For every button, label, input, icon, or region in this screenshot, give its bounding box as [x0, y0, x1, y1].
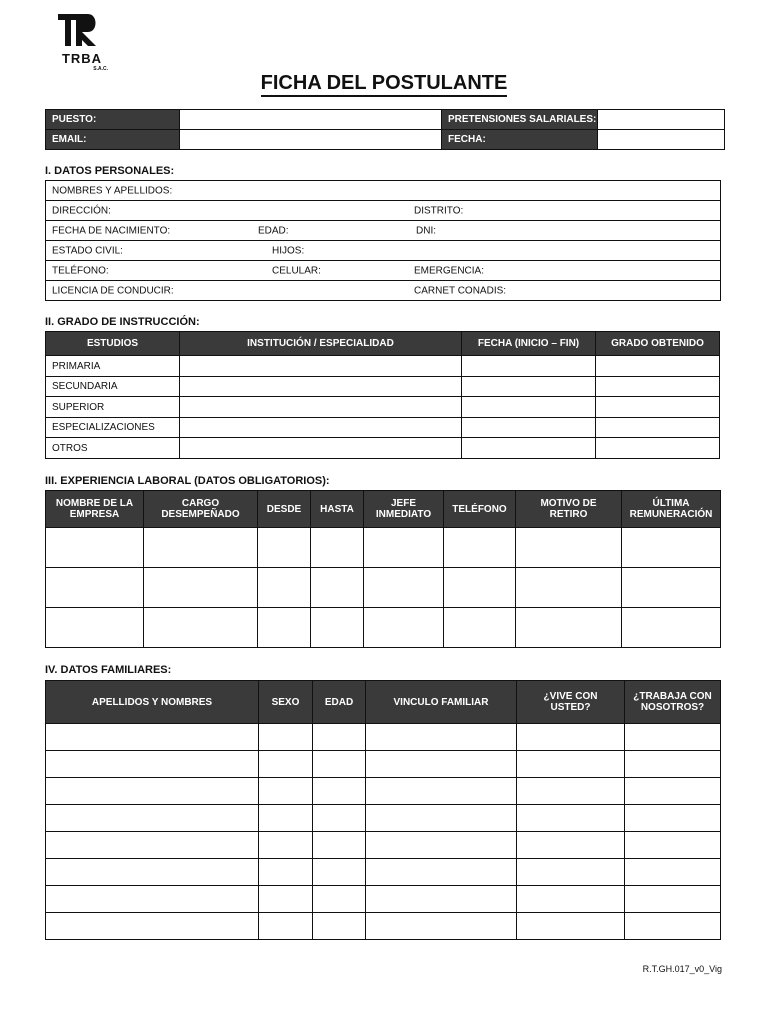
- education-cell[interactable]: [596, 397, 720, 418]
- family-col-vinculo: VINCULO FAMILIAR: [366, 681, 517, 724]
- licencia-row[interactable]: [46, 281, 721, 301]
- family-cell[interactable]: [625, 859, 721, 886]
- education-row-label: OTROS: [46, 438, 180, 459]
- experience-col-telefono: TELÉFONO: [444, 491, 516, 528]
- email-field[interactable]: [180, 130, 442, 150]
- education-cell[interactable]: [180, 397, 462, 418]
- pretensiones-label: PRETENSIONES SALARIALES:: [442, 110, 598, 130]
- family-cell[interactable]: [259, 886, 313, 913]
- family-cell[interactable]: [625, 724, 721, 751]
- experience-cell[interactable]: [46, 608, 144, 648]
- telefono-row[interactable]: [46, 261, 721, 281]
- estado-civil-label: ESTADO CIVIL:: [52, 245, 123, 256]
- family-cell[interactable]: [259, 913, 313, 940]
- family-cell[interactable]: [625, 832, 721, 859]
- experience-cell[interactable]: [144, 608, 258, 648]
- family-row: [46, 751, 721, 778]
- family-cell[interactable]: [313, 751, 366, 778]
- experience-cell[interactable]: [622, 528, 721, 568]
- conadis-label: CARNET CONADIS:: [414, 285, 507, 296]
- logo-subtext: S.A.C.: [93, 66, 108, 72]
- family-cell[interactable]: [366, 724, 517, 751]
- education-cell[interactable]: [462, 377, 596, 397]
- family-col-trabaja: ¿TRABAJA CON NOSOTROS?: [625, 681, 721, 724]
- family-cell[interactable]: [517, 859, 625, 886]
- family-cell[interactable]: [366, 805, 517, 832]
- family-cell[interactable]: [313, 805, 366, 832]
- experience-col-remuneracion: ÚLTIMA REMUNERACIÓN: [622, 491, 721, 528]
- education-table: [45, 331, 720, 459]
- experience-cell[interactable]: [364, 528, 444, 568]
- celular-label: CELULAR:: [272, 265, 321, 276]
- experience-cell[interactable]: [364, 608, 444, 648]
- fecha-field[interactable]: [598, 130, 725, 150]
- family-cell[interactable]: [313, 886, 366, 913]
- experience-cell[interactable]: [444, 608, 516, 648]
- direccion-row[interactable]: [46, 201, 721, 221]
- education-cell[interactable]: [596, 438, 720, 459]
- family-cell[interactable]: [259, 751, 313, 778]
- family-cell[interactable]: [625, 778, 721, 805]
- experience-cell[interactable]: [46, 568, 144, 608]
- family-row: [46, 832, 721, 859]
- fecha-label: FECHA:: [442, 130, 598, 150]
- experience-cell[interactable]: [444, 568, 516, 608]
- family-cell[interactable]: [625, 805, 721, 832]
- section-heading-personal: I. DATOS PERSONALES:: [45, 165, 175, 177]
- email-label: EMAIL:: [46, 130, 180, 150]
- family-cell[interactable]: [366, 859, 517, 886]
- fecha-nacimiento-label: FECHA DE NACIMIENTO:: [52, 225, 171, 236]
- section-heading-family: IV. DATOS FAMILIARES:: [45, 664, 172, 676]
- education-row-label: PRIMARIA: [46, 356, 180, 377]
- family-cell[interactable]: [313, 832, 366, 859]
- family-row: [46, 805, 721, 832]
- education-cell[interactable]: [462, 397, 596, 418]
- education-cell[interactable]: [462, 356, 596, 377]
- direccion-label: DIRECCIÓN:: [52, 205, 111, 216]
- education-cell[interactable]: [596, 418, 720, 438]
- section-heading-education: II. GRADO DE INSTRUCCIÓN:: [45, 316, 200, 328]
- family-cell[interactable]: [46, 886, 259, 913]
- family-cell[interactable]: [366, 751, 517, 778]
- family-cell[interactable]: [517, 778, 625, 805]
- family-cell[interactable]: [625, 751, 721, 778]
- family-row: [46, 778, 721, 805]
- nombres-label: NOMBRES Y APELLIDOS:: [52, 185, 173, 196]
- family-cell[interactable]: [46, 751, 259, 778]
- family-cell[interactable]: [259, 805, 313, 832]
- family-cell[interactable]: [366, 913, 517, 940]
- family-row: [46, 913, 721, 940]
- edad-label: EDAD:: [258, 225, 289, 236]
- family-cell[interactable]: [366, 832, 517, 859]
- puesto-field[interactable]: [180, 110, 442, 130]
- logo-text: TRBA: [61, 51, 103, 66]
- experience-col-desde: DESDE: [258, 491, 311, 528]
- telefono-label: TELÉFONO:: [52, 265, 109, 276]
- experience-row: [46, 568, 721, 608]
- family-cell[interactable]: [259, 778, 313, 805]
- experience-cell[interactable]: [144, 568, 258, 608]
- family-cell[interactable]: [517, 913, 625, 940]
- family-cell[interactable]: [259, 724, 313, 751]
- education-cell[interactable]: [596, 356, 720, 377]
- experience-cell[interactable]: [258, 568, 311, 608]
- family-row: [46, 886, 721, 913]
- company-logo: [56, 12, 112, 76]
- family-cell[interactable]: [366, 886, 517, 913]
- licencia-label: LICENCIA DE CONDUCIR:: [52, 285, 174, 296]
- family-cell[interactable]: [517, 832, 625, 859]
- experience-cell[interactable]: [311, 608, 364, 648]
- nacimiento-row[interactable]: [46, 221, 721, 241]
- pretensiones-field[interactable]: [598, 110, 725, 130]
- emergencia-label: EMERGENCIA:: [414, 265, 485, 276]
- experience-cell[interactable]: [444, 528, 516, 568]
- family-col-edad: EDAD: [313, 681, 366, 724]
- personal-data-table: [45, 180, 721, 301]
- section-heading-experience: III. EXPERIENCIA LABORAL (DATOS OBLIGATORIOS):: [45, 475, 330, 487]
- education-cell[interactable]: [596, 377, 720, 397]
- family-cell[interactable]: [46, 778, 259, 805]
- family-cell[interactable]: [517, 805, 625, 832]
- family-cell[interactable]: [313, 778, 366, 805]
- family-col-vive: ¿VIVE CON USTED?: [517, 681, 625, 724]
- family-cell[interactable]: [313, 859, 366, 886]
- experience-row: [46, 528, 721, 568]
- experience-col-hasta: HASTA: [311, 491, 364, 528]
- family-table: [45, 680, 721, 940]
- top-form-table: [45, 109, 725, 150]
- education-cell[interactable]: [180, 356, 462, 377]
- experience-col-empresa: NOMBRE DE LA EMPRESA: [46, 491, 144, 528]
- education-cell[interactable]: [462, 418, 596, 438]
- family-cell[interactable]: [313, 913, 366, 940]
- education-row-label: SECUNDARIA: [46, 377, 180, 397]
- experience-cell[interactable]: [144, 528, 258, 568]
- experience-table: [45, 490, 721, 648]
- family-cell[interactable]: [313, 724, 366, 751]
- education-cell[interactable]: [180, 438, 462, 459]
- document-code: R.T.GH.017_v0_Vig: [642, 964, 722, 974]
- family-row: [46, 859, 721, 886]
- experience-cell[interactable]: [516, 568, 622, 608]
- experience-cell[interactable]: [311, 568, 364, 608]
- family-cell[interactable]: [517, 751, 625, 778]
- experience-cell[interactable]: [46, 528, 144, 568]
- education-cell[interactable]: [180, 377, 462, 397]
- family-cell[interactable]: [46, 832, 259, 859]
- family-col-sexo: SEXO: [259, 681, 313, 724]
- hijos-label: HIJOS:: [272, 245, 305, 256]
- family-cell[interactable]: [46, 859, 259, 886]
- family-cell[interactable]: [46, 724, 259, 751]
- education-cell[interactable]: [180, 418, 462, 438]
- experience-cell[interactable]: [364, 568, 444, 608]
- family-cell[interactable]: [259, 832, 313, 859]
- education-row-label: ESPECIALIZACIONES: [46, 418, 180, 438]
- experience-cell[interactable]: [258, 528, 311, 568]
- education-col-fecha: FECHA (INICIO – FIN): [462, 332, 596, 356]
- education-cell[interactable]: [462, 438, 596, 459]
- family-col-nombres: APELLIDOS Y NOMBRES: [46, 681, 259, 724]
- experience-col-motivo: MOTIVO DE RETIRO: [516, 491, 622, 528]
- family-cell[interactable]: [46, 913, 259, 940]
- education-col-grado: GRADO OBTENIDO: [596, 332, 720, 356]
- family-cell[interactable]: [625, 913, 721, 940]
- experience-cell[interactable]: [516, 528, 622, 568]
- family-row: [46, 724, 721, 751]
- education-row-label: SUPERIOR: [46, 397, 180, 418]
- puesto-label: PUESTO:: [46, 110, 180, 130]
- experience-col-cargo: CARGO DESEMPEÑADO: [144, 491, 258, 528]
- experience-cell[interactable]: [258, 608, 311, 648]
- family-cell[interactable]: [517, 886, 625, 913]
- family-cell[interactable]: [259, 859, 313, 886]
- experience-row: [46, 608, 721, 648]
- experience-cell[interactable]: [622, 568, 721, 608]
- family-cell[interactable]: [517, 724, 625, 751]
- nombres-field[interactable]: [46, 181, 721, 201]
- page-title: FICHA DEL POSTULANTE: [0, 72, 768, 95]
- family-cell[interactable]: [625, 886, 721, 913]
- experience-cell[interactable]: [311, 528, 364, 568]
- experience-cell[interactable]: [516, 608, 622, 648]
- trba-logo-mark: [56, 12, 108, 50]
- family-cell[interactable]: [366, 778, 517, 805]
- family-cell[interactable]: [46, 805, 259, 832]
- experience-col-jefe: JEFE INMEDIATO: [364, 491, 444, 528]
- experience-cell[interactable]: [622, 608, 721, 648]
- education-col-estudios: ESTUDIOS: [46, 332, 180, 356]
- dni-label: DNI:: [416, 225, 436, 236]
- estado-civil-row[interactable]: [46, 241, 721, 261]
- education-col-institucion: INSTITUCIÓN / ESPECIALIDAD: [180, 332, 462, 356]
- distrito-label: DISTRITO:: [414, 205, 464, 216]
